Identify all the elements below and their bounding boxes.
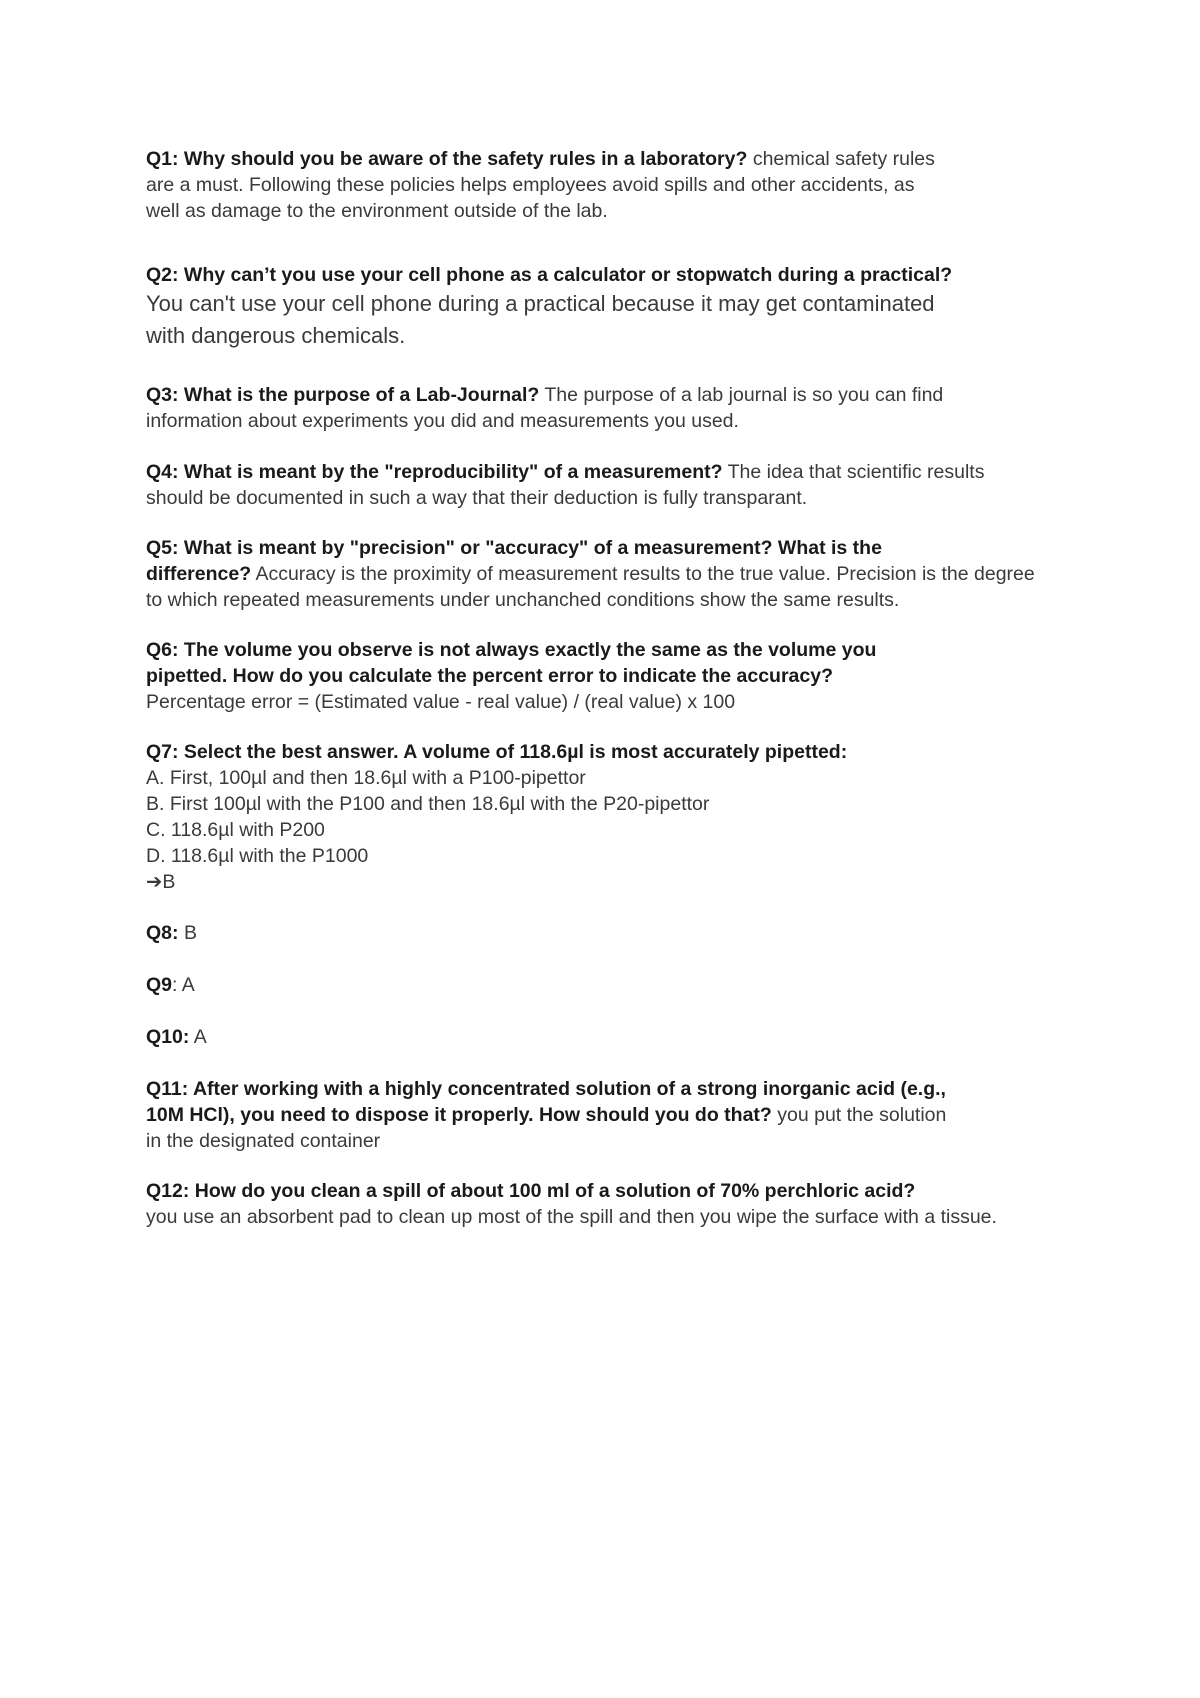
- answer-q8: B: [183, 922, 197, 944]
- question-block-q5: [146, 535, 1035, 613]
- question-q7: Q7: Select the best answer. A volume of 118.6µl is most accurately pipetted:: [146, 741, 848, 763]
- question-block-q9: [146, 972, 195, 998]
- question-block-q2: [146, 262, 952, 352]
- question-q11-line2: 10M HCl), you need to dispose it properly. How should you do that?: [146, 1104, 772, 1126]
- q7-option-a: A. First, 100µl and then 18.6µl with a P100-pipettor: [146, 767, 586, 789]
- answer-q1-line3: well as damage to the environment outside of the lab.: [146, 200, 608, 222]
- answer-q1-line2: are a must. Following these policies helps employees avoid spills and other accidents, as: [146, 174, 915, 196]
- answer-q9: : A: [172, 974, 195, 996]
- question-block-q6: [146, 637, 876, 715]
- q7-option-d: D. 118.6µl with the P1000: [146, 845, 369, 867]
- question-q6-line1: Q6: The volume you observe is not always exactly the same as the volume you: [146, 639, 877, 661]
- question-block-q1: [146, 146, 935, 224]
- question-block-q4: [146, 459, 984, 511]
- question-q5-line2: difference?: [146, 563, 252, 585]
- question-block-q12: [146, 1178, 997, 1230]
- answer-q3-line1: The purpose of a lab journal is so you can find: [544, 384, 944, 406]
- question-q5-line1: Q5: What is meant by "precision" or "accuracy" of a measurement? What is the: [146, 537, 882, 559]
- question-q2: Q2: Why can’t you use your cell phone as a calculator or stopwatch during a practical?: [146, 264, 953, 286]
- answer-q2-line1: You can't use your cell phone during a practical because it may get contaminated: [146, 291, 935, 316]
- question-q12: Q12: How do you clean a spill of about 100 ml of a solution of 70% perchloric acid?: [146, 1180, 916, 1202]
- question-q6-line2: pipetted. How do you calculate the percent error to indicate the accuracy?: [146, 665, 833, 687]
- answer-q4-line1: The idea that scientific results: [727, 461, 985, 483]
- q7-option-b: B. First 100µl with the P100 and then 18.6µl with the P20-pipettor: [146, 793, 710, 815]
- answer-q10: A: [193, 1026, 207, 1048]
- question-q10: Q10:: [146, 1026, 190, 1048]
- question-q9: Q9: [146, 974, 173, 996]
- answer-q11-line2: in the designated container: [146, 1130, 381, 1152]
- question-block-q8: [146, 920, 197, 946]
- question-block-q7: [146, 739, 847, 895]
- answer-q2-line2: with dangerous chemicals.: [146, 323, 406, 348]
- answer-q7: ➔B: [146, 871, 176, 893]
- answer-q3-line2: information about experiments you did and measurements you used.: [146, 410, 739, 432]
- answer-q12-line1: you use an absorbent pad to clean up most of the spill and then you wipe the surface with a tissue.: [146, 1206, 997, 1228]
- q7-option-c: C. 118.6µl with P200: [146, 819, 325, 841]
- answer-q6-line1: Percentage error = (Estimated value - real value) / (real value) x 100: [146, 691, 736, 713]
- answer-q4-line2: should be documented in such a way that their deduction is fully transparant.: [146, 487, 808, 509]
- question-block-q11: [146, 1076, 946, 1154]
- answer-q11-line1: you put the solution: [777, 1104, 947, 1126]
- answer-q5-line2: to which repeated measurements under unchanched conditions show the same results.: [146, 589, 900, 611]
- question-q11-line1: Q11: After working with a highly concentrated solution of a strong inorganic acid (e.g.,: [146, 1078, 946, 1100]
- question-q8: Q8:: [146, 922, 179, 944]
- answer-q5-line1: Accuracy is the proximity of measurement results to the true value. Precision is the degree: [255, 563, 1035, 585]
- question-block-q10: [146, 1024, 207, 1050]
- question-q3: Q3: What is the purpose of a Lab-Journal?: [146, 384, 540, 406]
- question-q1: Q1: Why should you be aware of the safety rules in a laboratory?: [146, 148, 748, 170]
- answer-q1-line1: chemical safety rules: [752, 148, 935, 170]
- question-q4: Q4: What is meant by the "reproducibility" of a measurement?: [146, 461, 723, 483]
- question-block-q3: [146, 382, 943, 434]
